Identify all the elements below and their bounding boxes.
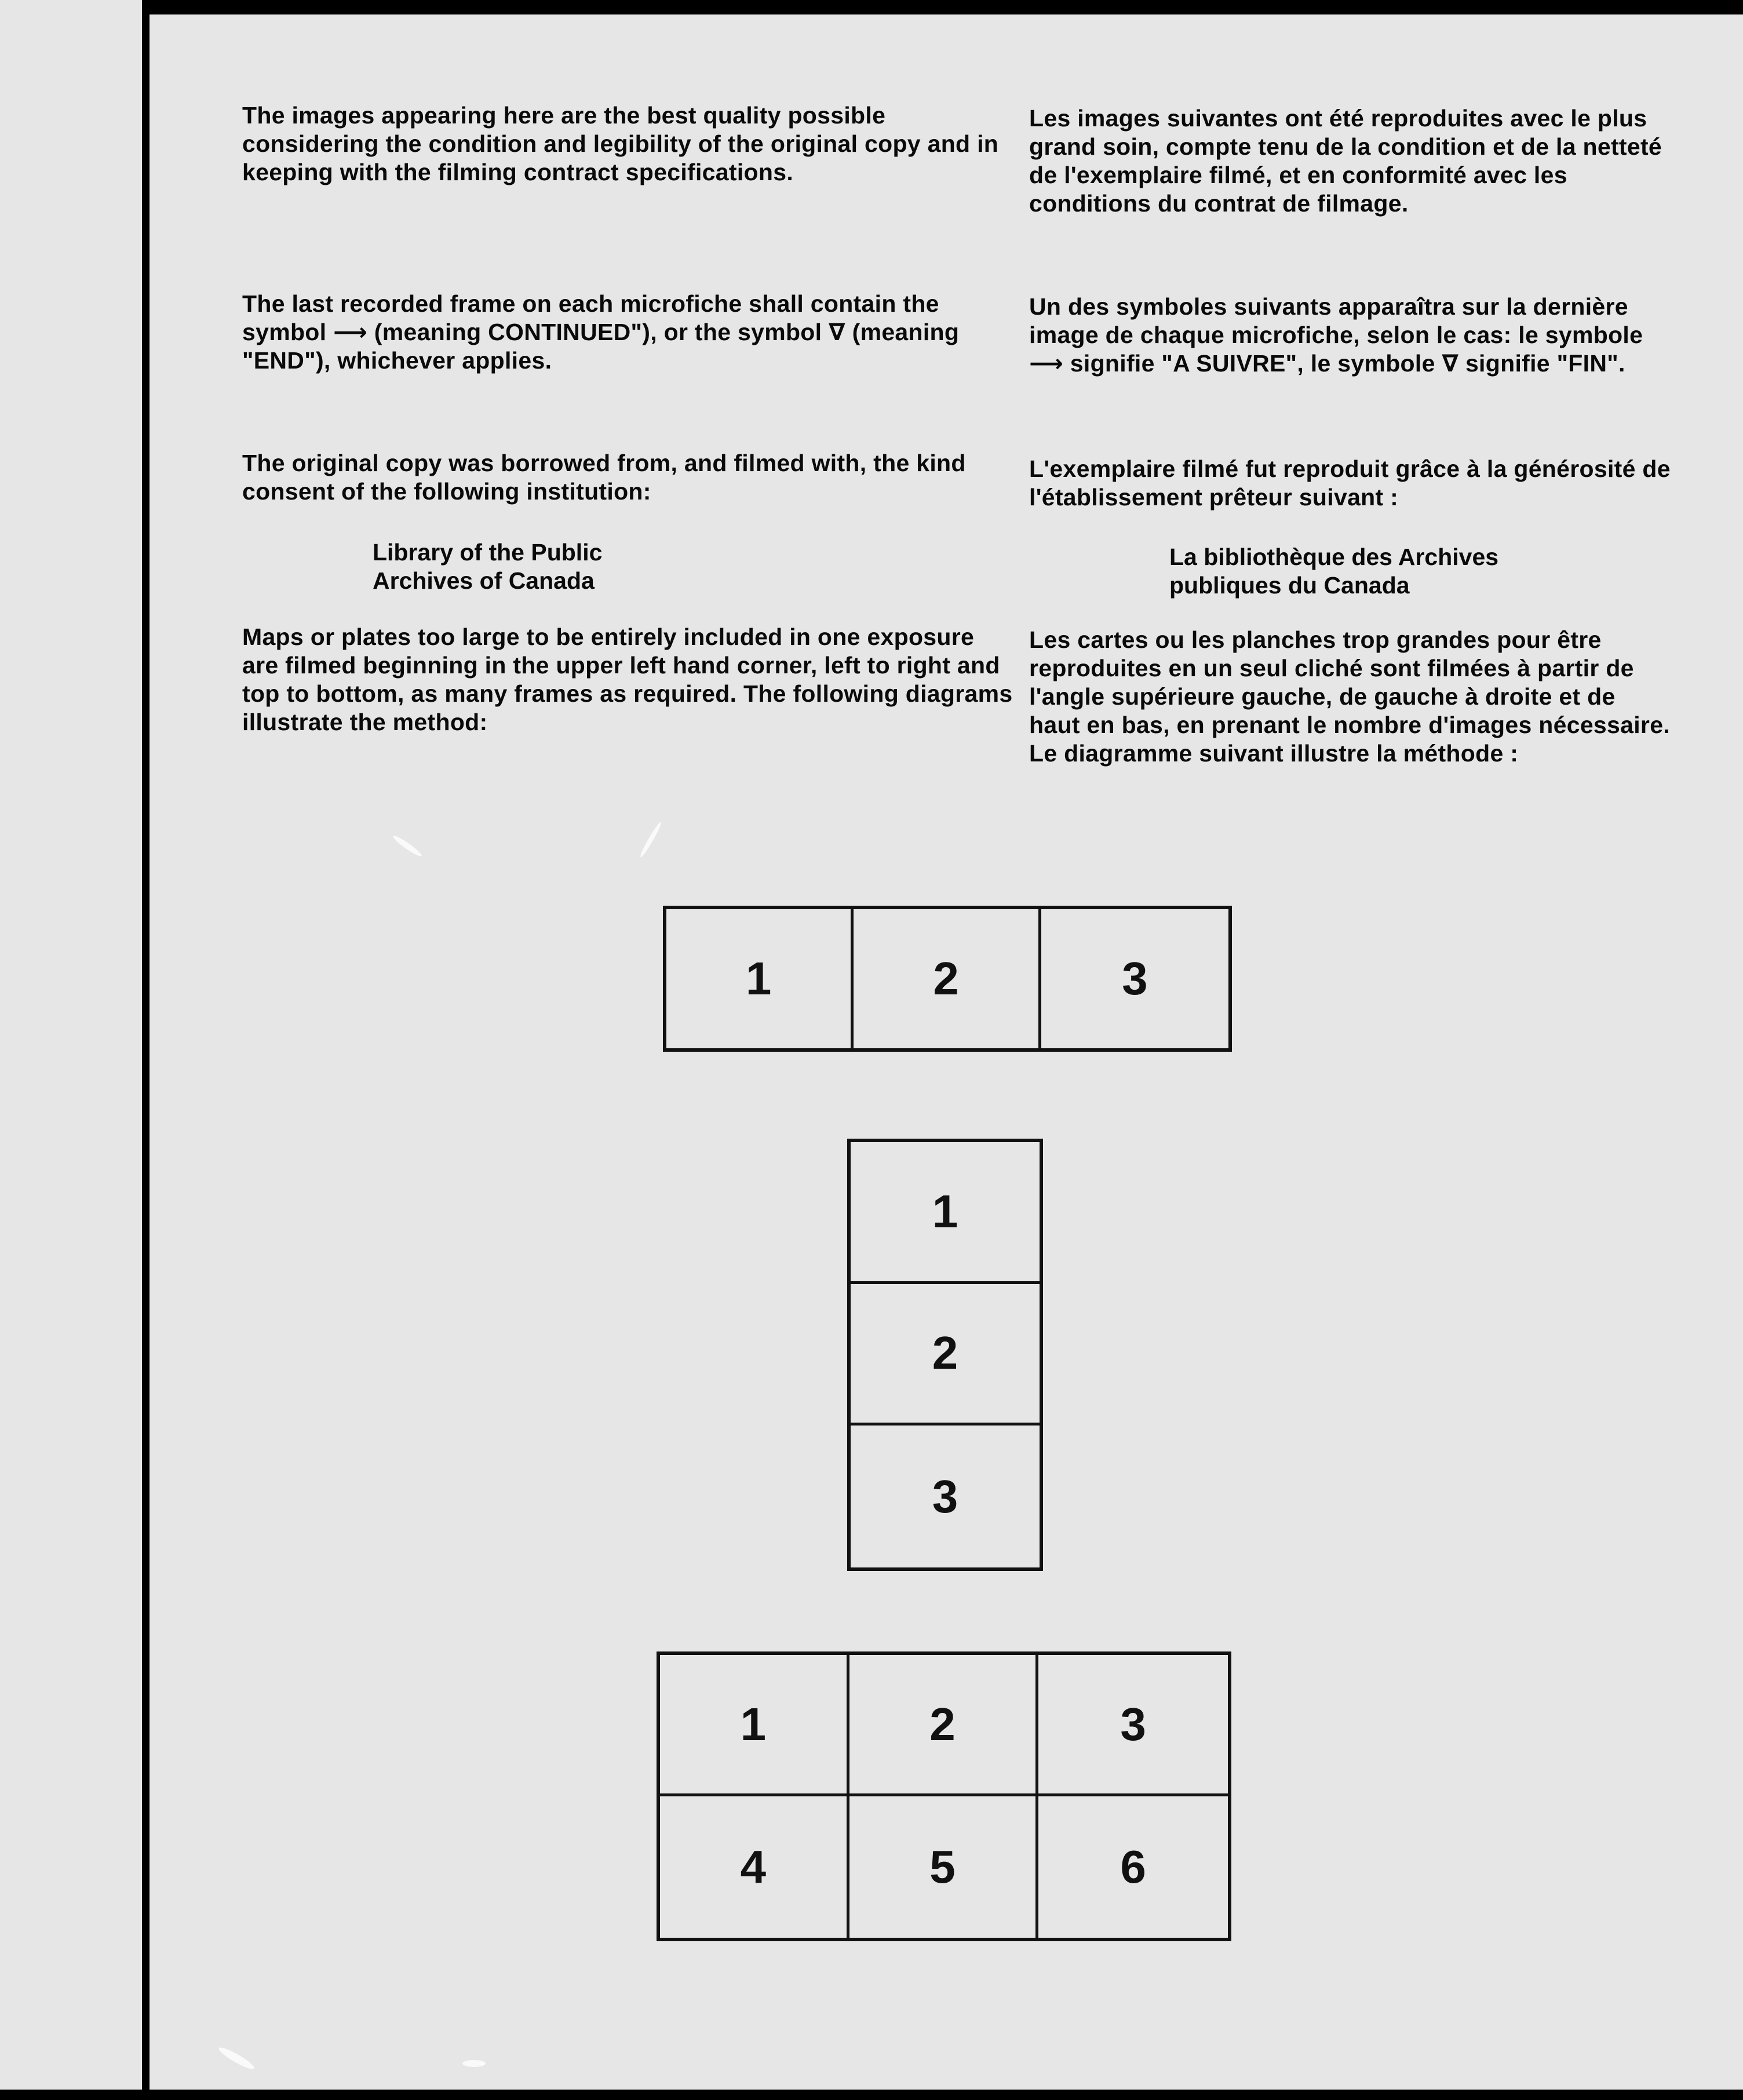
english-institution-line2: Archives of Canada xyxy=(373,567,595,594)
english-institution-name xyxy=(373,538,836,595)
frame-cell: 3 xyxy=(1038,1655,1228,1796)
frame-cell: 2 xyxy=(849,1655,1039,1796)
dust-speck xyxy=(462,2060,486,2067)
english-method-paragraph: Maps or plates too large to be entirely included in one exposure are filmed beginning in the upper left hand corner, left to right and top to bottom, as many frames as required. The following diagrams illustrate the method: xyxy=(242,624,1013,735)
frame-cell: 1 xyxy=(666,909,854,1048)
english-institution-line1: Library of the Public xyxy=(373,539,603,566)
french-institution-line2: publiques du Canada xyxy=(1169,572,1410,599)
french-institution-name xyxy=(1169,543,1633,600)
english-symbols-paragraph xyxy=(242,290,1013,375)
frame-cell: 3 xyxy=(932,1470,958,1522)
english-symbols-text-b: (meaning CONTINUED"), or the symbol xyxy=(367,319,829,345)
left-page-strip xyxy=(0,0,142,2090)
frame-cell: 4 xyxy=(660,1796,849,1938)
french-institution-line1: La bibliothèque des Archives xyxy=(1169,544,1499,570)
french-institution-paragraph: L'exemplaire filmé fut reproduit grâce à la générosité de l'établissement prêteur suivant : xyxy=(1029,455,1671,511)
end-triangle-icon-fr: ∇ xyxy=(1442,350,1459,377)
frame-cell: 6 xyxy=(1120,1841,1146,1893)
frame-cell: 5 xyxy=(849,1796,1039,1938)
french-symbols-text-b: signifie "A SUIVRE", le symbole xyxy=(1063,350,1442,377)
diagram-vertical-frames xyxy=(847,1139,1043,1571)
microfiche-target-sheet xyxy=(149,14,1743,2090)
french-method-paragraph: Les cartes ou les planches trop grandes pour être reproduites en un seul cliché sont filmées à partir de l'angle supérieure gauche, de gauche à droite et de haut en bas, en prenant le nombre d'images nécessaire. Le diagramme suivant illustre la méthode : xyxy=(1029,626,1670,767)
end-triangle-icon: ∇ xyxy=(829,319,845,345)
english-symbols-text-a: The last recorded frame on each microfiche shall contain the symbol xyxy=(242,290,939,345)
frame-cell: 1 xyxy=(851,1142,1040,1284)
continued-arrow-icon-fr: ⟶ xyxy=(1029,350,1064,377)
diagram-grid-frames xyxy=(657,1651,1231,1941)
english-institution-paragraph: The original copy was borrowed from, and filmed with, the kind consent of the following institution: xyxy=(242,450,966,505)
english-quality-paragraph: The images appearing here are the best quality possible considering the condition and legibility of the original copy and in keeping with the filming contract specifications. xyxy=(242,102,999,185)
french-symbols-text-c: signifie "FIN". xyxy=(1458,350,1625,377)
continued-arrow-icon: ⟶ xyxy=(333,319,368,345)
dust-speck xyxy=(217,2044,256,2072)
diagram-horizontal-frames xyxy=(663,906,1232,1052)
french-quality-paragraph: Les images suivantes ont été reproduites avec le plus grand soin, compte tenu de la condition et de la netteté de l'exemplaire filmé, et en conformité avec les conditions du contrat de filmage. xyxy=(1029,105,1662,217)
dust-speck xyxy=(639,821,663,859)
frame-cell: 3 xyxy=(1122,953,1148,1004)
french-symbols-paragraph xyxy=(1029,293,1672,378)
frame-cell: 2 xyxy=(854,909,1041,1048)
english-symbols-text-c: (meaning "END"), whichever applies. xyxy=(242,319,960,374)
french-symbols-text-a: Un des symboles suivants apparaîtra sur la dernière image de chaque microfiche, selon le cas: le symbole xyxy=(1029,293,1643,348)
dust-speck xyxy=(392,834,424,859)
frame-cell: 2 xyxy=(851,1284,1040,1426)
frame-cell: 1 xyxy=(660,1655,849,1796)
